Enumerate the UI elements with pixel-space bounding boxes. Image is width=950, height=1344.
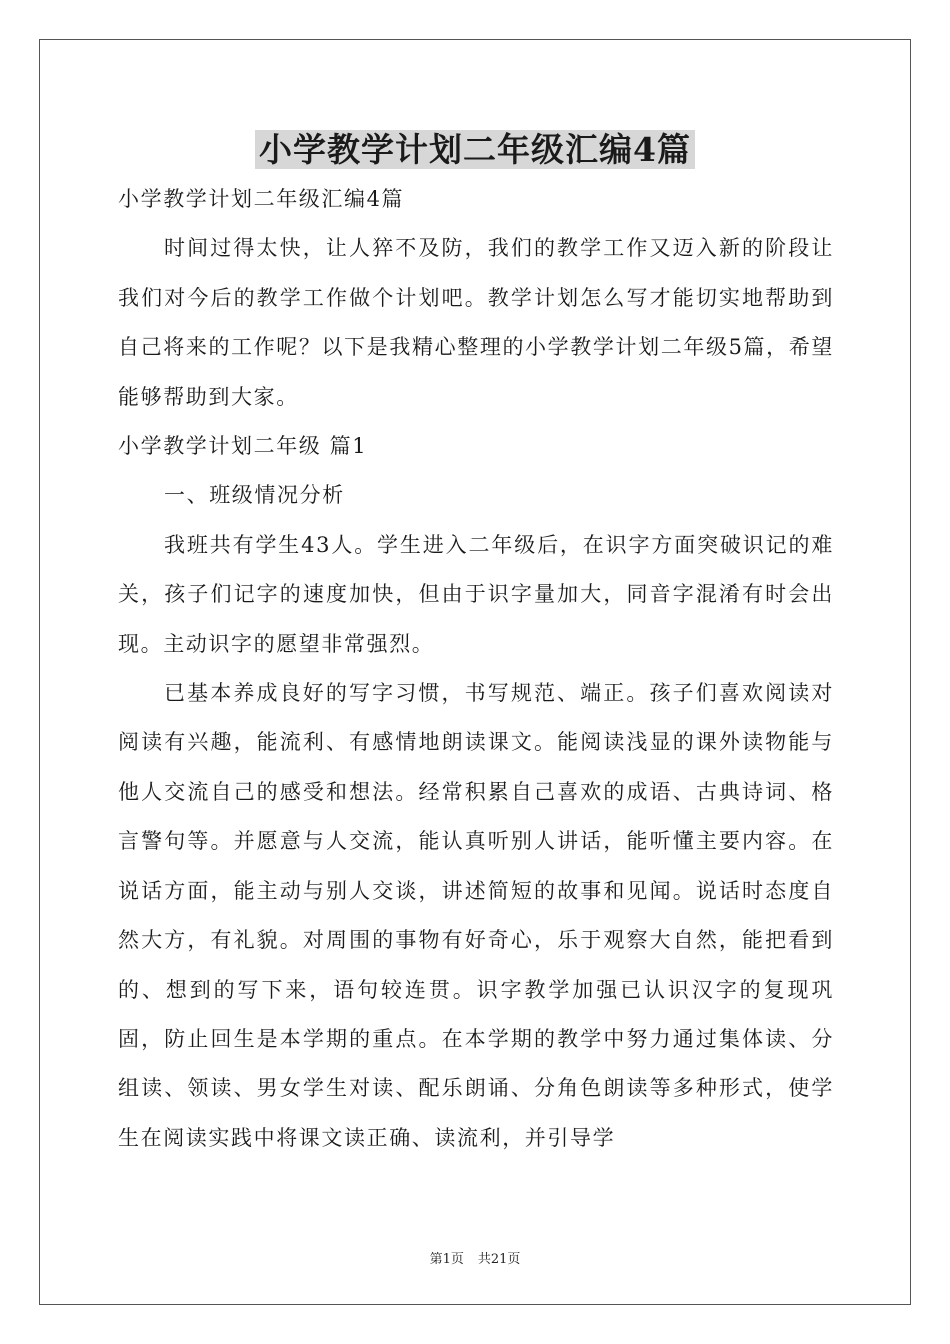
subtitle-paragraph: 小学教学计划二年级汇编4篇 [118, 187, 405, 211]
document-title [0, 124, 950, 176]
total-pages: 共21页 [477, 1252, 521, 1267]
body-paragraph: 已基本养成良好的写字习惯，书写规范、端正。孩子们喜欢阅读对阅读有兴趣，能流利、有感情地朗读课文。能阅读浅显的课外读物能与他人交流自己的感受和想法。经常积累自己喜欢的成语、古典诗词、格言警句等。并愿意与人交流，能认真听别人讲话，能听懂主要内容。在说话方面，能主动与别人交谈，讲述简短的故事和见闻。说话时态度自然大方，有礼貌。对周围的事物有好奇心，乐于观察大自然，能把看到的、想到的写下来，语句较连贯。识字教学加强已认识汉字的复现巩固，防止回生是本学期的重点。在本学期的教学中努力通过集体读、分组读、领读、男女学生对读、配乐朗诵、分角色朗读等多种形式，使学生在阅读实践中将课文读正确、读流利，并引导学 [118, 681, 834, 1150]
document-title-text: 小学教学计划二年级汇编4篇 [255, 130, 695, 169]
subsection-heading: 一、班级情况分析 [164, 483, 345, 508]
body-paragraph: 我班共有学生43人。学生进入二年级后，在识字方面突破识记的难关，孩子们记字的速度加快，但由于识字量加大，同音字混淆有时会出现。主动识字的愿望非常强烈。 [118, 532, 834, 656]
section-heading: 小学教学计划二年级 篇1 [118, 434, 368, 459]
document-body [118, 175, 834, 1163]
page-number: 第1页 [429, 1252, 464, 1267]
intro-paragraph: 时间过得太快，让人猝不及防，我们的教学工作又迈入新的阶段让我们对今后的教学工作做个计划吧。教学计划怎么写才能切实地帮助到自己将来的工作呢？以下是我精心整理的小学教学计划二年级5篇，希望能够帮助到大家。 [118, 236, 834, 409]
page-footer [0, 1248, 950, 1267]
